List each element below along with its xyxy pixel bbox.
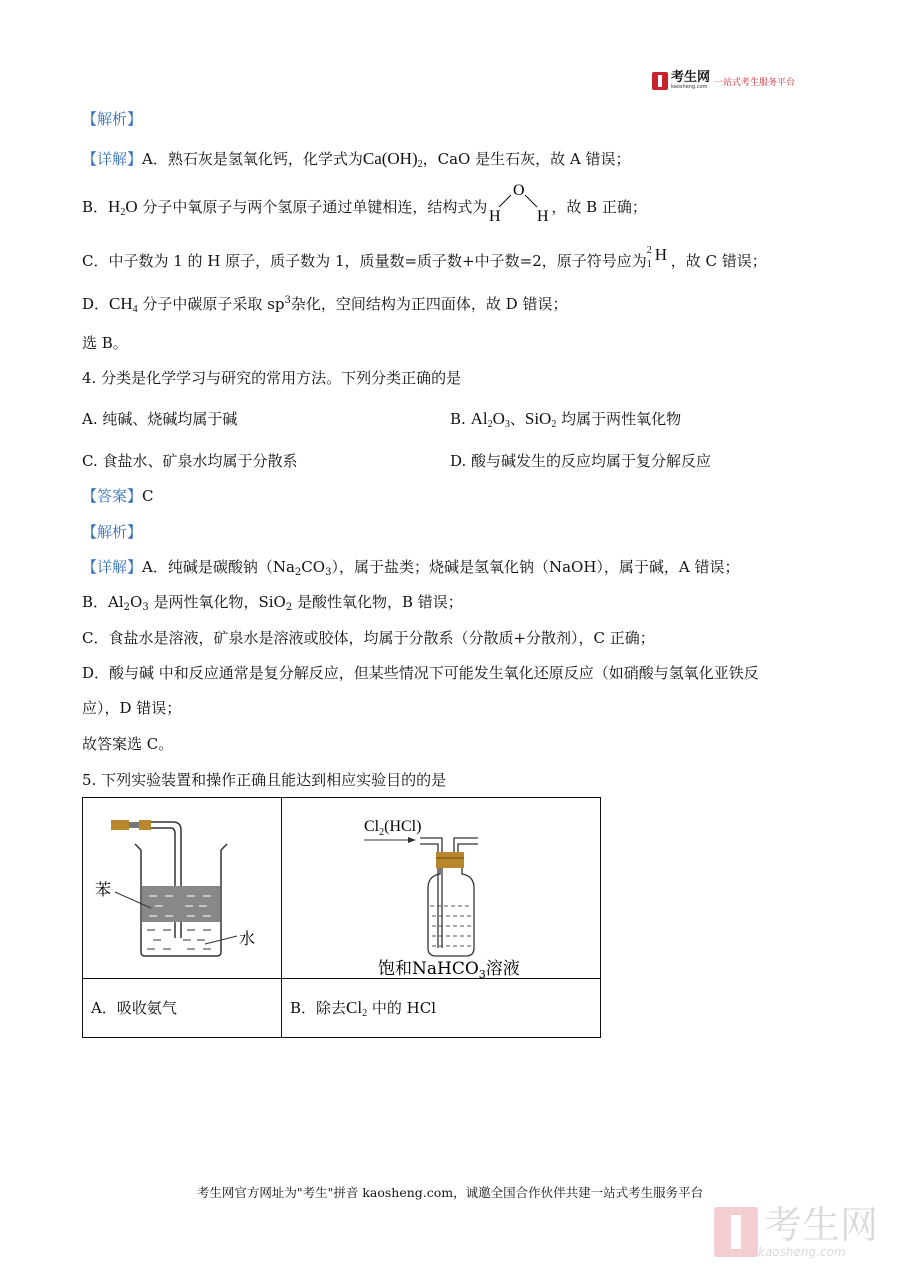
q3-d-mid: 分子中碳原子采取 sp [137, 295, 285, 313]
q3-d-sup: 3 [284, 295, 291, 306]
q3-c-isotope: 2 1 H [646, 245, 668, 270]
logo-brand: 考生网 [671, 70, 711, 85]
q5-figure-b-cell [282, 798, 601, 979]
q3-a-pre: A．熟石灰是氢氧化钙，化学式为 [142, 150, 363, 168]
q3-b-label: B． [82, 198, 109, 216]
water-structure-svg [487, 183, 551, 223]
watermark-icon [714, 1207, 758, 1257]
q4-option-a[interactable]: A. 纯碱、烧碱均属于碱 [82, 410, 238, 428]
connector-joint [129, 822, 139, 828]
label-gas: $Cl_2(HCl)$ [364, 818, 422, 838]
q4-detail-d1: D．酸与碱 中和反应通常是复分解反应，但某些情况下可能发生氧化还原反应（如硝酸与氢氧化亚铁反 [82, 664, 759, 682]
watermark-domain: kaosheng.com [758, 1245, 846, 1259]
q5-experiment-table [82, 797, 601, 1038]
q3-detail-d [82, 290, 567, 321]
bottle-body [428, 868, 474, 956]
q5-option-b: B．除去$Cl_2$ 中的 HCl [290, 998, 436, 1019]
q3-detail-b [82, 182, 647, 225]
q3-conclusion: 选 B。 [82, 334, 128, 352]
logo-icon [652, 72, 668, 90]
q3-c-post: ，故 C 错误； [670, 252, 767, 270]
struct-h2: H [537, 208, 549, 225]
inlet-tube-inner [420, 844, 438, 948]
q3-detail-c [82, 244, 767, 272]
q4-option-c[interactable]: C. 食盐水、矿泉水均属于分散系 [82, 452, 298, 470]
q3-b-formula: $H_2O$ [108, 197, 138, 218]
figure-b-wash-bottle [282, 798, 600, 981]
q4-option-d[interactable]: D. 酸与碱发生的反应均属于复分解反应 [450, 452, 712, 470]
q5-stem: 5. 下列实验装置和操作正确且能达到相应实验目的的是 [82, 771, 447, 789]
q3-c-text: C．中子数为 1 的 H 原子，质子数为 1，质量数=质子数+中子数=2，原子符号应为 [82, 252, 647, 270]
q4-answer [82, 485, 154, 507]
bottle-stopper [436, 852, 464, 868]
struct-bond-1 [499, 195, 511, 207]
label-solution: 饱和NaHCO$_3$溶液 [378, 959, 520, 981]
page-footer: 考生网官方网址为"考生"拼音 kaosheng.com，诚邀全国合作伙伴共建一站式考生服务平台 [196, 1185, 704, 1200]
logo-domain: kaosheng.com [671, 84, 708, 90]
benzene-layer [142, 886, 220, 922]
watermark-brand: 考生网 [764, 1203, 879, 1247]
q4-stem: 4. 分类是化学学习与研究的常用方法。下列分类正确的是 [82, 369, 462, 387]
q4-detail-c: C．食盐水是溶液，矿泉水是溶液或胶体，均属于分散系（分散质+分散剂），C 正确； [82, 629, 655, 647]
q4-jiexi-tag: 【解析】 [82, 523, 143, 541]
q4-option-b[interactable]: B. $Al_2O_3$、SiO$_2$ 均属于两性氧化物 [450, 409, 682, 430]
water-structure [487, 182, 551, 225]
logo-slogan: 一站式考生服务平台 [714, 77, 796, 88]
q5-option-a: A．吸收氨气 [91, 999, 177, 1017]
q3-a-formula: $Ca(OH)_2$ [362, 149, 423, 170]
watermark-logo [714, 1205, 878, 1259]
q3-d-formula: $CH_4$ [109, 294, 138, 315]
q3-d-post: 杂化，空间结构为正四面体，故 D 错误； [290, 295, 568, 313]
q5-option-a-cell[interactable] [83, 979, 282, 1038]
q3-b-post: ，故 B 正确； [551, 198, 647, 216]
q4-detail-a: 【详解】A．纯碱是碳酸钠$(Na_2CO_3)$，属于盐类；烧碱是氢氧化钠（NaOH），属于碱，A 错误； [82, 558, 740, 578]
q3-detail-a [82, 148, 630, 176]
struct-h1: H [489, 208, 501, 225]
struct-o: O [513, 182, 525, 199]
connector-2 [139, 820, 151, 830]
q5-figure-a-cell [83, 798, 282, 979]
q4-detail-d2: 应），D 错误； [82, 699, 182, 717]
header-logo[interactable] [652, 72, 795, 90]
q4-conclusion: 故答案选 C。 [82, 735, 174, 753]
q4-detail-tag: 【详解】 [82, 558, 143, 576]
q4-detail-b: B．$Al_2O_3$ 是两性氧化物，SiO$_2$ 是酸性氧化物，B 错误； [82, 593, 463, 613]
logo-text-block [671, 72, 710, 90]
q3-jiexi-tag: 【解析】 [82, 110, 143, 128]
q4-answer-value: C [142, 487, 154, 505]
label-benzene: 苯 [95, 880, 112, 899]
figure-a-beaker [83, 798, 281, 974]
q3-d-label: D． [82, 295, 110, 313]
gas-arrow-head [408, 837, 416, 843]
q4-answer-tag: 【答案】 [82, 487, 143, 505]
q5-option-b-cell[interactable] [282, 979, 601, 1038]
q3-a-post: ，CaO 是生石灰，故 A 错误； [422, 150, 631, 168]
water-dashes [147, 930, 211, 949]
struct-bond-2 [525, 195, 537, 207]
solution-dashes [430, 906, 472, 946]
label-water: 水 [239, 929, 256, 948]
connector-1 [111, 820, 129, 830]
q3-detail-tag: 【详解】 [82, 150, 143, 168]
q3-b-mid: 分子中氧原子与两个氢原子通过单键相连，结构式为 [137, 198, 488, 216]
